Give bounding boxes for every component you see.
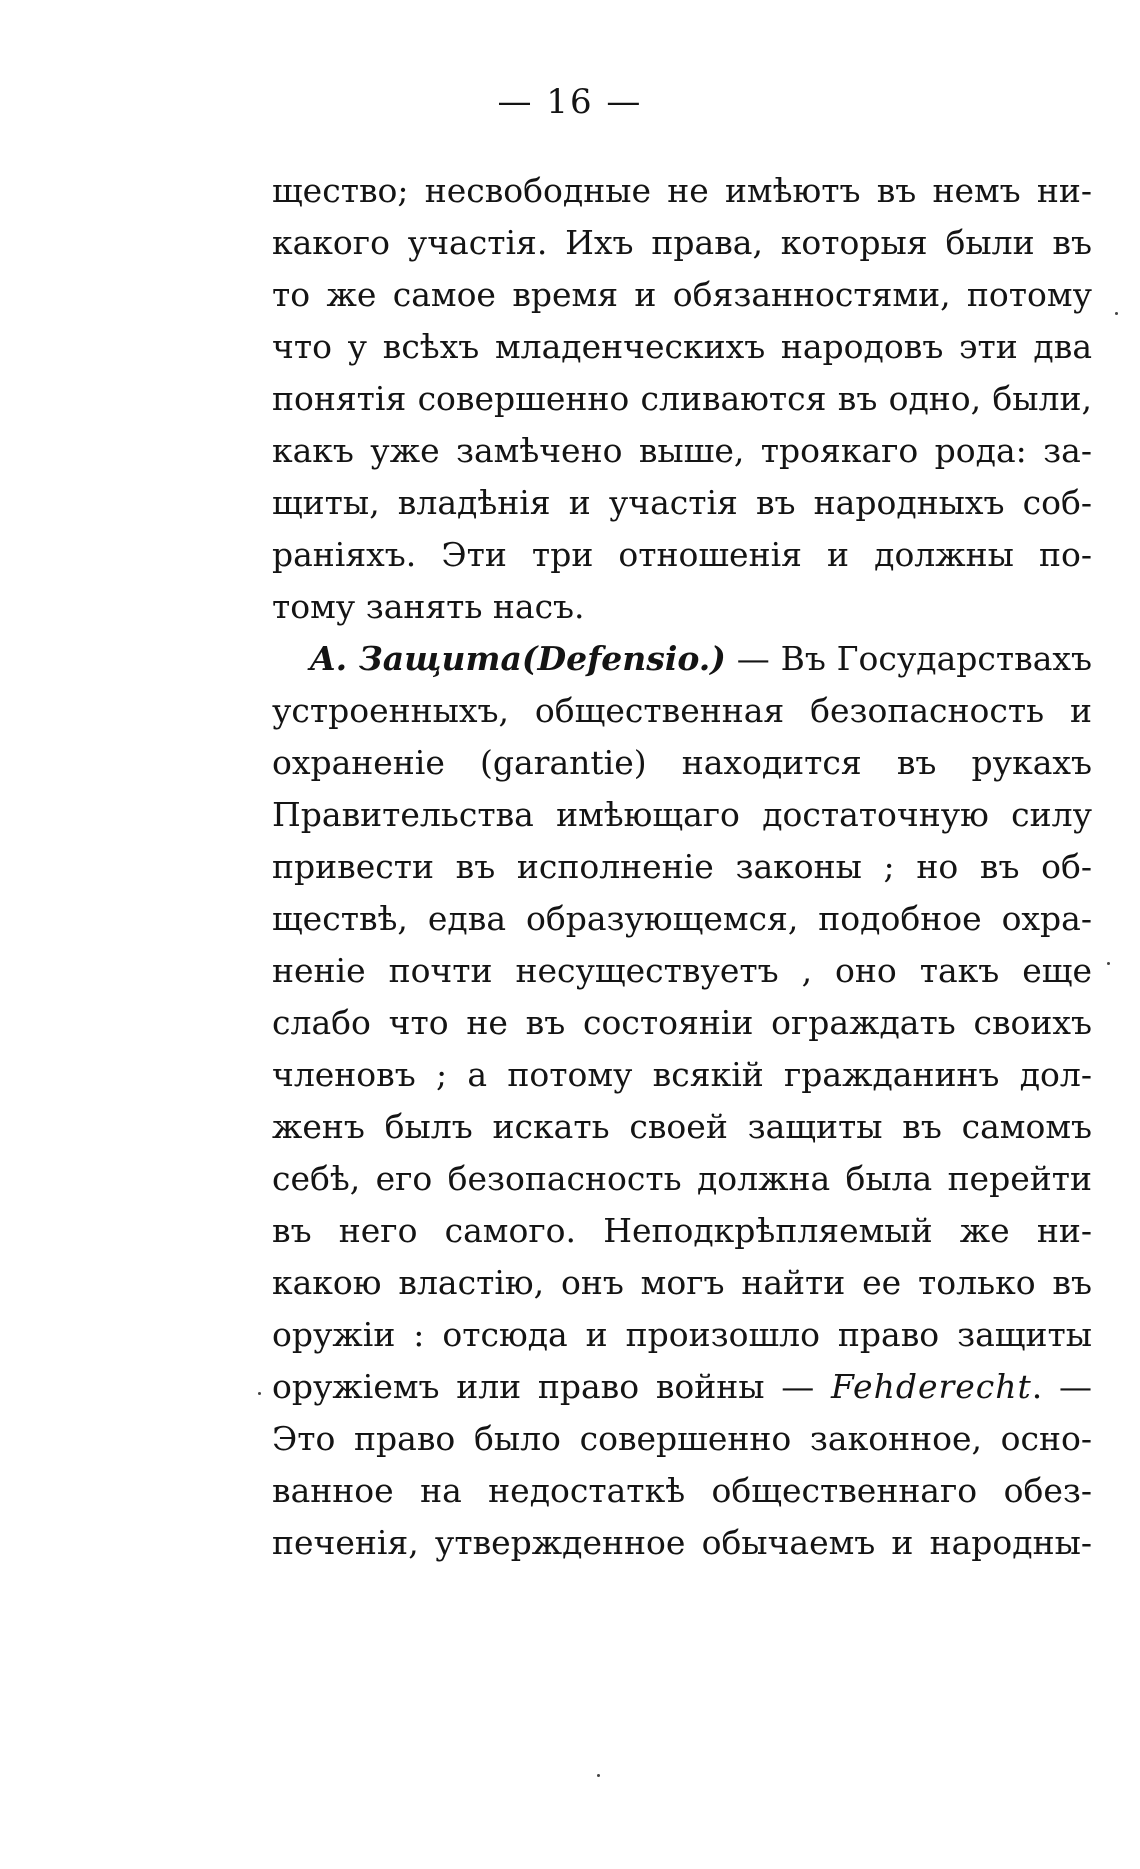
text-run: . —: [1031, 1367, 1092, 1406]
text-line: слабо что не въ состояніи ограждать своихъ: [272, 1003, 1092, 1042]
text-line: Правительства имѣющаго достаточную силу: [272, 795, 1092, 834]
text-line: какого участія. Ихъ права, которыя были въ: [272, 223, 1092, 262]
text-line: женъ былъ искать своей защиты въ самомъ: [272, 1107, 1092, 1146]
text-line: себѣ, его безопасность должна была перейти: [272, 1159, 1092, 1198]
text-line: печенія, утвержденное обычаемъ и народны-: [272, 1523, 1092, 1562]
text-line: оружіи : отсюда и произошло право защиты: [272, 1315, 1092, 1354]
text-run: оружіемъ или право войны —: [272, 1367, 831, 1406]
text-line: какою властію, онъ могъ найти ее только въ: [272, 1263, 1092, 1302]
text-line: неніе почти несуществуетъ , оно такъ еще: [272, 951, 1092, 990]
text-line: членовъ ; а потому всякій гражданинъ дол-: [272, 1055, 1092, 1094]
text-run: — Въ Государствахъ: [725, 639, 1093, 678]
page-number: — 16 —: [497, 82, 643, 122]
text-line: то же самое время и обязанностями, потому: [272, 275, 1092, 314]
section-heading: A. Защита(Defensio.): [310, 639, 726, 678]
text-line: что у всѣхъ младенческихъ народовъ эти два: [272, 327, 1092, 366]
text-line: щиты, владѣнія и участія въ народныхъ соб-: [272, 483, 1092, 522]
text-line: щество; несвободные не имѣютъ въ немъ ни-: [272, 171, 1092, 210]
text-line-fehderecht: [272, 1361, 1092, 1413]
text-line: охраненіе (garantie) находится въ рукахъ: [272, 743, 1092, 782]
text-line: Это право было совершенно законное, осно-: [272, 1419, 1092, 1458]
text-line: тому занять насъ.: [272, 587, 585, 626]
text-line: устроенныхъ, общественная безопасность и: [272, 691, 1092, 730]
text-line: ванное на недостаткѣ общественнаго обез-: [272, 1471, 1092, 1510]
print-speck: [1115, 312, 1118, 315]
page-body: [272, 165, 1092, 1569]
text-line: раніяхъ. Эти три отношенія и должны по-: [272, 535, 1092, 574]
print-speck: [1107, 962, 1110, 965]
print-speck: [258, 1392, 261, 1395]
text-line: понятія совершенно сливаются въ одно, были,: [272, 379, 1092, 418]
text-line: ществѣ, едва образующемся, подобное охра-: [272, 899, 1092, 938]
fraktur-term: Fehderecht: [830, 1367, 1032, 1406]
text-line: привести въ исполненіе законы ; но въ об-: [272, 847, 1092, 886]
text-line: въ него самого. Неподкрѣпляемый же ни-: [272, 1211, 1092, 1250]
print-speck: [597, 1774, 600, 1777]
section-heading-line: [272, 633, 1092, 685]
text-line: какъ уже замѣчено выше, троякаго рода: за-: [272, 431, 1092, 470]
